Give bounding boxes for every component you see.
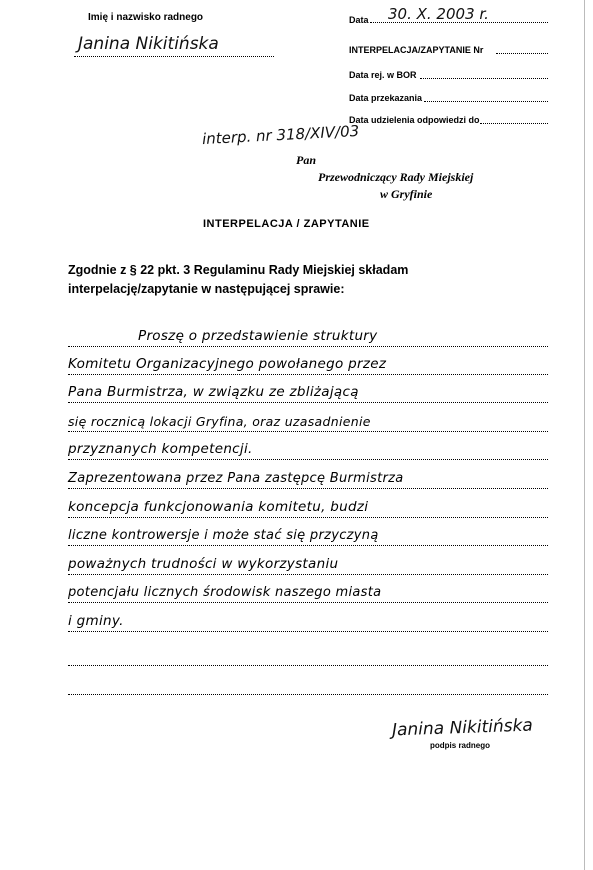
transfer-date-line [424, 91, 548, 102]
addressee-title: Przewodniczący Rady Miejskiej [318, 170, 474, 184]
body-line [68, 517, 548, 546]
body-line [68, 574, 548, 603]
date-label: Data [349, 15, 369, 25]
body-line [68, 460, 548, 489]
body-line [68, 403, 548, 432]
body-line-text: koncepcja funkcjonowania komitetu, budzi [68, 499, 369, 515]
body-line [68, 489, 548, 518]
body-line-text: poważnych trudności w wykorzystaniu [68, 556, 339, 572]
signature-label: podpis radnego [430, 741, 490, 750]
registration-date-label: Data rej. w BOR [349, 70, 417, 80]
body-line-text: Zaprezentowana przez Pana zastępcę Burmistrza [68, 471, 404, 486]
interpelacja-number-line [496, 43, 548, 54]
body-line-text: się rocznicą lokacji Gryfina, oraz uzasadnienie [68, 414, 371, 429]
body-line-text: i gminy. [68, 613, 124, 629]
registration-date-line [420, 68, 548, 79]
response-date-line [480, 113, 548, 124]
body-line-text: Proszę o przedstawienie struktury [138, 328, 378, 344]
body-line [68, 431, 548, 460]
body-line [68, 637, 548, 666]
scan-edge [584, 0, 593, 870]
addressee-location: w Gryfinie [380, 187, 433, 201]
name-underline [74, 46, 274, 57]
body-line-text: przyznanych kompetencji. [68, 441, 253, 457]
form-title: INTERPELACJA / ZAPYTANIE [203, 218, 370, 230]
signature: Janina Nikitińska [391, 715, 534, 741]
body-line [68, 666, 548, 695]
intro-line-2: interpelację/zapytanie w następującej sprawie: [68, 282, 345, 296]
name-label: Imię i nazwisko radnego [88, 12, 204, 23]
transfer-date-label: Data przekazania [349, 93, 423, 103]
body-line [68, 318, 548, 347]
intro-line-1: Zgodnie z § 22 pkt. 3 Regulaminu Rady Miejskiej składam [68, 263, 409, 277]
body-line-text: Komitetu Organizacyjnego powołanego przez [68, 356, 387, 372]
councillor-name: Janina Nikitińska [78, 34, 219, 54]
body-line-text: Pana Burmistrza, w związku ze zbliżającą [68, 384, 359, 400]
addressee-salutation: Pan [296, 153, 317, 167]
body-line-text: liczne kontrowersje i może stać się przyczyną [68, 528, 379, 543]
registration-annotation: interp. nr 318/XIV/03 [201, 121, 360, 149]
body-line [68, 546, 548, 575]
response-date-label: Data udzielenia odpowiedzi do [349, 115, 480, 125]
body-line [68, 346, 548, 375]
body-line-text: potencjału licznych środowisk naszego miasta [68, 585, 382, 600]
body-line [68, 603, 548, 632]
date-value: 30. X. 2003 r. [388, 5, 489, 23]
body-line [68, 374, 548, 403]
interpelacja-number-label: INTERPELACJA/ZAPYTANIE Nr [349, 45, 484, 55]
